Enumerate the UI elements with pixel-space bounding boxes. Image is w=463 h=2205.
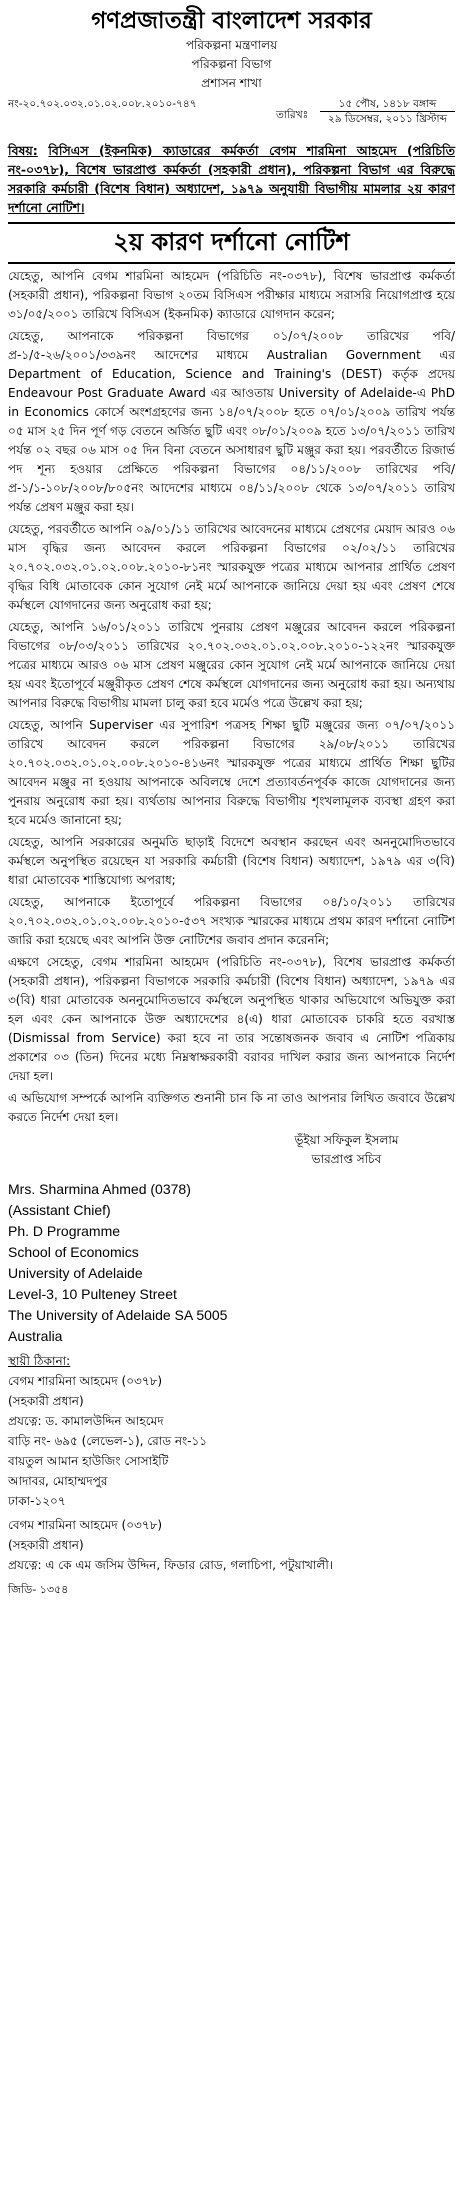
permanent-address xyxy=(8,1351,455,1511)
notice-title: ২য় কারণ দর্শানো নোটিশ xyxy=(8,226,455,264)
date-english: ২৯ ডিসেম্বর, ২০১১ খ্রিস্টাব্দ xyxy=(328,113,447,125)
reference-number: নং-২০.৭০২.০৩২.০১.০২.০০৮.২০১০-৭৪৭ xyxy=(8,98,197,110)
paragraph: যেহেতু, আপনাকে পরিকল্পনা বিভাগের ০১/০৭/২০০৮ তারিখের পবি/প্র-১/৫-২৬/২০০১/৩৩৯নং আদেশের মাধ্যমে Australian Government এর Department of Education, Science and Training's (DEST) কর্তৃক প্রদেয় Endeavour Post Graduate Award এর আওতায় University of Adelaide-এ PhD in Economics কোর্সে অংশগ্রহণের জন্য ১৪/০৭/২০০৮ হতে ০৭/০১/২০০৯ তারিখ পর্যন্ত ০৫ মাস ২৫ দিন পূর্ণ গড় বেতনে অর্জিত ছুটি এবং ০৮/০১/২০০৯ হতে ১৩/০৭/২০১১ তারিখ পর্যন্ত ০২ বছর ০৬ মাস ০৫ দিন বিনা বেতনে অসাধারণ ছুটি মঞ্জুর করা হয়। পরবর্তীতে রিজার্ভ পদ শূন্য হওয়ার প্রেক্ষিতে পরিকল্পনা বিভাগের ০৪/১১/২০০৮ তারিখের পবি/প্র-১/১-১০৮/২০০৮/৮০৫নং আদেশের মাধ্যমে ০৪/১১/২০০৮ থেকে ১৩/০৭/২০১১ তারিখ পর্যন্ত প্রেষণ মঞ্জুর করা হয়। xyxy=(8,329,455,514)
branch-name: প্রশাসন শাখা xyxy=(201,76,262,90)
paragraph: যেহেতু, আপনাকে ইতোপূর্বে পরিকল্পনা বিভাগের ০৪/১০/২০১১ তারিখের ২০.৭০২.০৩২.০১.০২.০০৮.২০১০-৫৩৭ সংখ্যক স্মারকের মাধ্যমে প্রথম কারণ দর্শানো নোটিশ জারি করা হয়েছে এবং আপনি উক্ত নোটিশের জবাব প্রদান করেননি; xyxy=(8,895,455,947)
date-label: তারিখঃ xyxy=(276,109,309,121)
address-line: বেগম শারমিনা আহমেদ (০৩৭৮) xyxy=(8,1374,163,1388)
paragraph: যেহেতু, আপনি বেগম শারমিনা আহমেদ (পরিচিতি নং-০৩৭৮), বিশেষ ভারপ্রাপ্ত কর্মকর্তা (সহকারী প্রধান), পরিকল্পনা বিভাগ ২০তম বিসিএস পরীক্ষার মাধ্যমে সরাসরি নিয়োগপ্রাপ্ত হয়ে ৩১/০৫/২০০১ তারিখে বিসিএস (ইকনমিক) ক্যাডারে যোগদান করেন; xyxy=(8,269,455,321)
paragraph: যেহেতু, আপনি Superviser এর সুপারিশ পত্রসহ শিক্ষা ছুটি মঞ্জুরের জন্য ০৭/০৭/২০১১ তারিখে আবেদন করলে পরিকল্পনা বিভাগের ২৯/০৮/২০১১ তারিখের ২০.৭০২.০৩২.০১.০২.০০৮.২০১০-৪১৬নং স্মারকযুক্ত পত্রের মাধ্যমে প্রার্থিত শিক্ষা ছুটির আবেদন মঞ্জুর না হওয়ায় আপনাকে অবিলম্বে দেশে প্রত্যাবর্তনপূর্বক কাজে যোগদানের জন্য পুনরায় অনুরোধ করা হয়। ব্যর্থতায় আপনার বিরুদ্ধে বিভাগীয় শৃংখলামূলক ব্যবস্থা গ্রহণ করা হবে মর্মেও জানানো হয়; xyxy=(8,718,455,827)
foreign-address xyxy=(8,1179,455,1347)
notice-page xyxy=(8,0,455,1599)
paragraph: এ অভিযোগ সম্পর্কে আপনি ব্যক্তিগত শুনানী চান কি না তাও আপনার লিখিত জবাবে উল্লেখ করতে নির্দেশ দেয়া হল। xyxy=(8,1091,455,1124)
address-line: আদাবর, মোহাম্মদপুর xyxy=(8,1474,108,1488)
address-line: প্রযত্নে: ড. কামালউদ্দিন আহমেদ xyxy=(8,1414,164,1428)
signatory-designation: ভারপ্রাপ্ত সচিব xyxy=(311,1152,382,1166)
footer-code: জিডি- ১৩৫৪ xyxy=(8,1583,69,1596)
paragraph: এক্ষণে সেহেতু, বেগম শারমিনা আহমেদ (পরিচিতি নং-০৩৭৮), বিশেষ ভারপ্রাপ্ত কর্মকর্তা (সহকারী প্রধান), পরিকল্পনা বিভাগকে সরকারি কর্মচারী (বিশেষ বিধান) অধ্যাদেশ, ১৯৭৯ এর ৩(বি) ধারা মোতাবেক অননুমোদিতভাবে কর্মস্থলে অনুপস্থিত থাকার অভিযোগে অভিযুক্ত করা হল এবং কেন আপনাকে উক্ত অধ্যাদেশের ৪(এ) ধারা মোতাবেক চাকরি হতে বরখাস্ত (Dismissal from Service) করা হবে না তার সন্তোষজনক জবাব এ নোটিশ পত্রিকায় প্রকাশের ০৩ (তিন) দিনের মধ্যে নিম্নস্বাক্ষরকারী বরাবর দাখিল করার জন্য আপনাকে নির্দেশ দেয়া হল। xyxy=(8,955,455,1083)
paragraph: যেহেতু, আপনি ১৬/০১/২০১১ তারিখে পুনরায় প্রেষণ মঞ্জুরের আবেদন করলে পরিকল্পনা বিভাগের ০৮/০৩/২০১১ তারিখের ২০.৭০২.০৩২.০১.০২.০০৮.২০১০-১২২নং স্মারকযুক্ত পত্রের মাধ্যমে আরও ০৬ মাস প্রেষণ মঞ্জুরের কোন সুযোগ নেই মর্মে আপনাকে জানিয়ে দেয়া হয় এবং ইতোপূর্বে মঞ্জুরীকৃত প্রেষণ শেষে কর্মস্থলে যোগদানের জন্য অনুরোধ করা হয়। অন্যথায় আপনার বিরুদ্ধে বিভাগীয় মামলা চালু করা হবে মর্মেও পত্রে উল্লেখ করা হয়; xyxy=(8,620,455,710)
subject-line xyxy=(8,141,455,217)
permanent-address-label: স্থায়ী ঠিকানা: xyxy=(8,1354,71,1368)
address-line: ঢাকা-১২০৭ xyxy=(8,1494,66,1508)
ministry-name: পরিকল্পনা মন্ত্রণালয় xyxy=(185,38,278,52)
address-line: Ph. D Programme xyxy=(8,1223,121,1239)
subject-text: বিসিএস (ইকনমিক) ক্যাডারের কর্মকর্তা বেগম শারমিনা আহমেদ (পরিচিতি নং-০৩৭৮), বিশেষ ভারপ্রাপ্ত কর্মকর্তা (সহকারী প্রধান), পরিকল্পনা বিভাগ এর বিরুদ্ধে সরকারি কর্মচারী (বিশেষ বিধান) অধ্যাদেশ, ১৯৭৯ অনুযায়ী বিভাগীয় মামলার ২য় কারণ দর্শানো নোটিশ। xyxy=(8,143,455,215)
divider xyxy=(8,222,455,224)
address-line: The University of Adelaide SA 5005 xyxy=(8,1307,228,1323)
signature-block xyxy=(238,1131,455,1169)
reference-row xyxy=(8,95,455,141)
address-line: বেগম শারমিনা আহমেদ (০৩৭৮) xyxy=(8,1518,163,1532)
date-block xyxy=(320,97,455,126)
address-line: Australia xyxy=(8,1328,63,1344)
signatory-name: ভূঁইয়া সফিকুল ইসলাম xyxy=(294,1133,399,1147)
address-line: বায়তুল আমান হাউজিং সোসাইটি xyxy=(8,1454,169,1468)
address-line: School of Economics xyxy=(8,1244,139,1260)
address-line: প্রযত্নে: এ কে এম জসিম উদ্দিন, ফিডার রোড, গলাচিপা, পটুয়াখালী। xyxy=(8,1558,334,1572)
address-line: University of Adelaide xyxy=(8,1265,143,1281)
government-name: গণপ্রজাতন্ত্রী বাংলাদেশ সরকার xyxy=(91,8,372,34)
paragraph: যেহেতু, আপনি সরকারের অনুমতি ছাড়াই বিদেশে অবস্থান করছেন এবং অননুমোদিতভাবে কর্মস্থলে অনুপস্থিত রয়েছেন যা সরকারি কর্মচারী (বিশেষ বিধান) অধ্যাদেশ, ১৯৭৯ এর ৩(বি) ধারা মোতাবেক শাস্তিযোগ্য অপরাধ; xyxy=(8,835,455,887)
address-line: (সহকারী প্রধান) xyxy=(8,1538,84,1552)
address-line: (সহকারী প্রধান) xyxy=(8,1394,84,1408)
letterhead xyxy=(8,6,455,93)
address-line: Level-3, 10 Pulteney Street xyxy=(8,1286,177,1302)
address-line: (Assistant Chief) xyxy=(8,1202,111,1218)
division-name: পরিকল্পনা বিভাগ xyxy=(191,57,272,71)
address-line: Mrs. Sharmina Ahmed (0378) xyxy=(8,1181,191,1197)
paragraph: যেহেতু, পরবর্তীতে আপনি ০৯/০১/১১ তারিখের আবেদনের মাধ্যমে প্রেষণের মেয়াদ আরও ০৬ মাস বৃদ্ধির জন্য আবেদন করলে পরিকল্পনা বিভাগের ০২/০২/১১ তারিখের ২০.৭০২.০৩২.০১.০২.০০৮.২০১০-৮১নং স্মারকযুক্ত পত্রের মাধ্যমে আপনার প্রার্থিত প্রেষণ বৃদ্ধির বিধি মোতাবেক কোন সুযোগ নেই মর্মে আপনাকে জানিয়ে দেয়া হয় এবং প্রেষণ শেষে কর্মস্থলে যোগদানের জন্য অনুরোধ করা হয়; xyxy=(8,522,455,612)
notice-body xyxy=(8,267,455,1127)
date-bangla: ১৫ পৌষ, ১৪১৮ বঙ্গাব্দ xyxy=(320,97,455,112)
second-address xyxy=(8,1515,455,1575)
subject-label: বিষয়: xyxy=(8,143,38,158)
address-line: বাড়ি নং- ৬৯৫ (লেভেল-১), রোড নং-১১ xyxy=(8,1434,208,1448)
